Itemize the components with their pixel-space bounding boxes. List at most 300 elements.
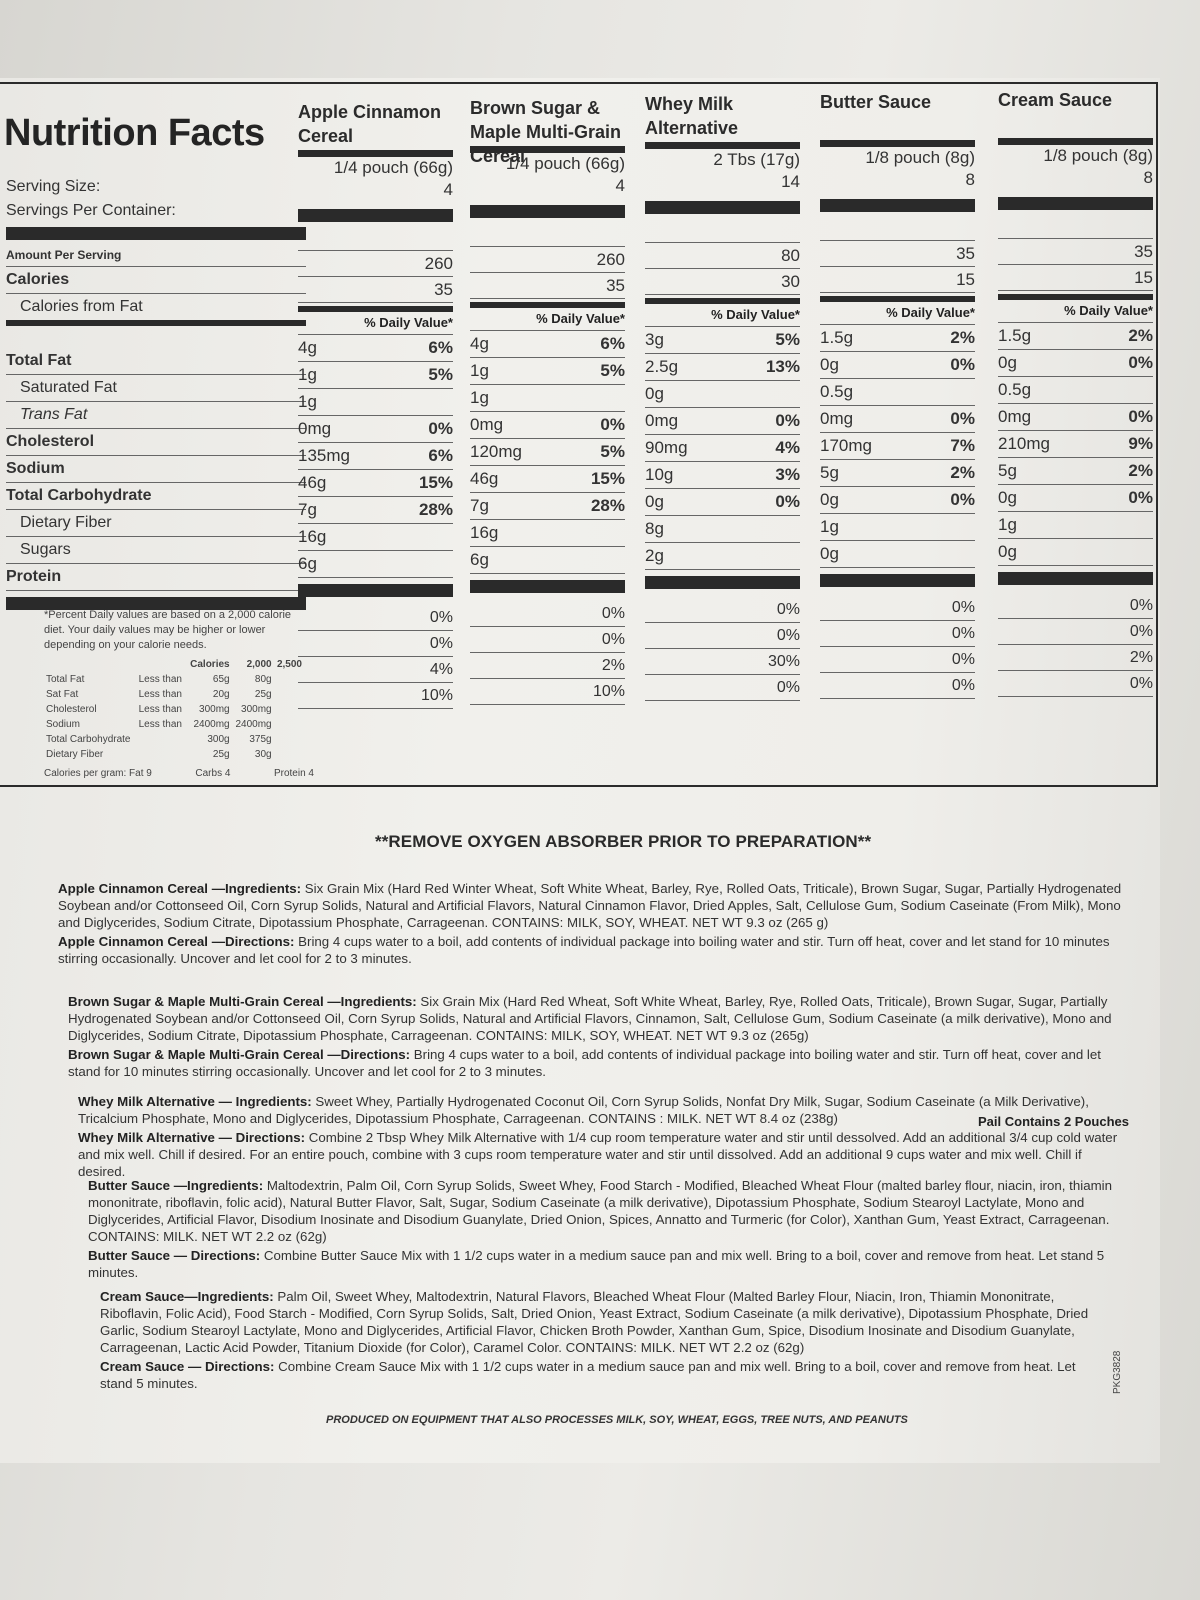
table-cell: Dietary Fiber: [46, 749, 104, 760]
nutrient-amount: 8g: [645, 519, 664, 538]
nutrient-label: Total Carbohydrate: [6, 483, 306, 510]
directions-text: [68, 1046, 1126, 1080]
servings-per-container-value: 4: [615, 176, 625, 195]
table-header-cell: [137, 657, 187, 672]
divider-line: [820, 230, 975, 241]
table-cell: Less than: [138, 674, 182, 685]
nutrient-daily-value: 0%: [600, 415, 625, 434]
nutrient-amount: 1g: [298, 392, 317, 411]
ingredients-list: Six Grain Mix (Hard Red Wheat, Soft White Wheat, Barley, Rye, Rolled Oats, Triticale), Brown Sugar, Sugar, Partially Hydrogenated Soybean and/or Cottonseed Oil, Corn Syrup Solids, Natural and Artificial Flavors, Cinnamon, Salt, Cellulose Gum, Sodium Caseinate (a milk derivative), Mono and Diglycerides, Sodium Citrate, Dipotassium Phosphate, Carrageenan. CONTAINS: MILK, SOY, WHEAT. NET WT 9.3 oz (265g): [68, 994, 1112, 1043]
nutrient-amount: 1g: [298, 365, 317, 384]
daily-value-header: % Daily Value*: [298, 306, 453, 335]
table-cell: 30g: [254, 749, 272, 760]
nutrient-amount: 0g: [998, 542, 1017, 561]
nutrient-row: [820, 406, 975, 433]
product-name: Butter Sauce: [88, 1178, 171, 1193]
table-cell: Less than: [138, 719, 182, 730]
nutrient-amount: 7g: [298, 500, 317, 519]
nutrient-daily-value: 0%: [1128, 488, 1153, 507]
nutrient-row: [470, 439, 625, 466]
table-header-cell: 2,500: [276, 659, 302, 670]
divider-bar: [298, 150, 453, 157]
nutrient-row: [998, 458, 1153, 485]
nutrient-label: Sugars: [6, 537, 306, 564]
table-row: [44, 672, 304, 687]
product-name: Whey Milk Alternative: [78, 1094, 215, 1109]
product-column: [470, 96, 625, 705]
directions-body: Combine Cream Sauce Mix with 1 1/2 cups water in a medium sauce pan and mix well. Bring to a boil, cover and remove from heat. Let stand 5 minutes.: [100, 1359, 1076, 1391]
ingredients-list: Sweet Whey, Partially Hydrogenated Coconut Oil, Corn Syrup Solids, Nonfat Dry Milk, Sugar, Sodium Caseinate (a Milk Derivative), Tricalcium Phosphate, Mono and Diglycerides, Dipotassium Phosphate, Carrageenan. CONTAINS : MILK. NET WT 8.4 oz (238g): [78, 1094, 1089, 1126]
nutrient-amount: 0g: [998, 353, 1017, 372]
nutrient-row: [820, 487, 975, 514]
nutrient-row: [470, 547, 625, 574]
table-cell: Sat Fat: [46, 689, 79, 700]
nutrient-daily-value: 6%: [428, 446, 453, 465]
product-name: Butter Sauce: [820, 92, 932, 112]
table-header-cell: [44, 657, 137, 672]
ingredients-text: [58, 880, 1130, 931]
nutrient-amount: 46g: [298, 473, 327, 492]
package-code: PKG3828: [1112, 1350, 1123, 1394]
nutrient-amount: 1.5g: [820, 328, 854, 347]
nutrient-label: Total Fat: [6, 348, 306, 375]
nutrient-daily-value: 7%: [950, 436, 975, 455]
nutrient-daily-value: 28%: [590, 496, 625, 515]
nutrient-amount: 120mg: [470, 442, 522, 461]
ingredients-label: — Ingredients:: [214, 1094, 312, 1109]
nutrient-amount: 0g: [645, 384, 664, 403]
calories-label: Calories: [6, 267, 306, 294]
table-header-cell: Calories: [190, 659, 230, 670]
nutrient-daily-value: 2%: [1128, 326, 1153, 345]
nutrient-amount: 0g: [645, 492, 664, 511]
nutrient-amount: 1g: [470, 361, 489, 380]
table-header-cell: 2,000: [246, 659, 272, 670]
vitamin-mineral-value: 0%: [998, 671, 1153, 697]
nutrient-row: [470, 385, 625, 412]
ingredient-block: [78, 1093, 1120, 1180]
per-gram-protein: Protein 4: [273, 768, 314, 779]
divider-line: [470, 236, 625, 247]
table-cell: 65g: [212, 674, 230, 685]
directions-label: —Directions:: [323, 1047, 411, 1062]
nutrient-row: [998, 404, 1153, 431]
nutrient-row: [998, 431, 1153, 458]
ingredients-label: —Ingredients:: [170, 1178, 264, 1193]
calories-from-fat-value: 15: [820, 267, 975, 293]
vitamin-mineral-value: 0%: [820, 673, 975, 699]
serving-size-label: Serving Size:: [6, 178, 101, 195]
nutrient-daily-value: 13%: [765, 357, 800, 376]
calories-from-fat-value: 35: [298, 277, 453, 303]
nutrient-daily-value: 6%: [600, 334, 625, 353]
divider-bar: [6, 227, 306, 240]
nutrient-daily-value: 5%: [600, 442, 625, 461]
nutrient-daily-value: 9%: [1128, 434, 1153, 453]
vitamin-mineral-value: 2%: [998, 645, 1153, 671]
table-cell: 300g: [207, 734, 230, 745]
ingredients-list: Palm Oil, Sweet Whey, Maltodextrin, Natural Flavors, Bleached Wheat Flour (Malted Barley Flour, Niacin, Iron, Thiamin Mononitrate, Riboflavin, Folic Acid), Food Starch - Modified, Corn Syrup Solids, Salt, Dried Onion, Yeast Extract, Sodium Caseinate (a milk derivative), Dipotassium Phosphate, Dried Garlic, Sodium Stearoyl Lactylate, Mono and Diglycerides, Artificial Flavor, Chicken Broth Powder, Xanthan Gum, Spice, Disodium Inosinate and Disodium Guanylate, Carrageenan, Lactic Acid Powder, Titanium Dioxide (for Color), Caramel Color. CONTAINS: MILK. NET WT 2.2 oz (62g): [100, 1289, 1089, 1355]
nutrient-daily-value: 0%: [950, 409, 975, 428]
nutrient-amount: 0mg: [470, 415, 504, 434]
pail-note: Pail Contains 2 Pouches: [978, 1114, 1129, 1129]
vitamin-mineral-value: 0%: [998, 593, 1153, 619]
table-cell: 80g: [254, 674, 272, 685]
divider-bar: [998, 138, 1153, 145]
nutrient-row: [645, 381, 800, 408]
ingredient-block: [58, 880, 1130, 967]
nutrient-daily-value: 0%: [1128, 407, 1153, 426]
product-name: Brown Sugar & Maple Multi-Grain Cereal: [470, 98, 622, 166]
nutrient-label: Sodium: [6, 456, 306, 483]
product-name: Brown Sugar & Maple Multi-Grain Cereal: [68, 1047, 324, 1062]
ingredient-block: [88, 1177, 1113, 1281]
product-name: Cream Sauce: [998, 90, 1113, 110]
product-name: Apple Cinnamon Cereal: [58, 881, 208, 896]
table-cell: 375g: [249, 734, 272, 745]
nutrient-amount: 1g: [998, 515, 1017, 534]
nutrient-amount: 0g: [998, 488, 1017, 507]
directions-text: [78, 1129, 1120, 1180]
calories-from-fat-value: 30: [645, 269, 800, 295]
calories-value: 260: [470, 247, 625, 273]
calories-value: 35: [998, 239, 1153, 265]
nutrient-daily-value: 15%: [590, 469, 625, 488]
nutrient-row: [645, 516, 800, 543]
nutrient-amount: 1g: [820, 517, 839, 536]
vitamin-mineral-value: 0%: [820, 647, 975, 673]
nutrient-row: [645, 489, 800, 516]
nutrient-row: [645, 462, 800, 489]
daily-value-table: [44, 657, 304, 762]
nutrient-daily-value: 28%: [418, 500, 453, 519]
product-name: Apple Cinnamon Cereal: [298, 102, 441, 146]
servings-per-container-label: Servings Per Container:: [6, 202, 176, 219]
divider-bar: [645, 576, 800, 589]
directions-label: — Directions:: [184, 1359, 275, 1374]
nutrient-amount: 0mg: [645, 411, 679, 430]
footnote-text: *Percent Daily values are based on a 2,000 calorie diet. Your daily values may be higher or lower depending on your calorie needs.: [44, 609, 292, 651]
table-row: [44, 702, 304, 717]
nutrient-amount: 0g: [820, 490, 839, 509]
nutrient-row: [470, 412, 625, 439]
nutrient-daily-value: 0%: [775, 492, 800, 511]
table-cell: Less than: [138, 689, 182, 700]
nutrient-row: [298, 389, 453, 416]
table-row: [44, 747, 304, 762]
table-cell: Cholesterol: [46, 704, 97, 715]
nutrient-amount: 1g: [470, 388, 489, 407]
directions-text: [88, 1247, 1113, 1281]
table-row: [44, 687, 304, 702]
nutrient-row: [645, 435, 800, 462]
nutrient-daily-value: 0%: [1128, 353, 1153, 372]
nutrient-row: [820, 460, 975, 487]
daily-value-table-header: [44, 657, 304, 672]
nutrient-daily-value: 0%: [950, 355, 975, 374]
divider-bar: [820, 574, 975, 587]
vitamin-mineral-value: 0%: [298, 605, 453, 631]
nutrient-daily-value: 15%: [418, 473, 453, 492]
nutrient-row: [645, 354, 800, 381]
nutrient-amount: 170mg: [820, 436, 872, 455]
product-name: Apple Cinnamon Cereal: [58, 934, 208, 949]
nutrient-label: Trans Fat: [6, 402, 306, 429]
serving-size-value: 1/4 pouch (66g): [505, 154, 625, 173]
ingredients-text: [100, 1288, 1100, 1356]
nutrient-row: [470, 331, 625, 358]
serving-size-value: 1/8 pouch (8g): [865, 148, 975, 167]
nutrient-row: [645, 408, 800, 435]
divider-bar: [470, 205, 625, 218]
vitamin-mineral-value: 0%: [645, 675, 800, 701]
divider-bar: [298, 209, 453, 222]
divider-bar: [298, 584, 453, 597]
vitamin-mineral-value: 0%: [645, 597, 800, 623]
nutrient-row: [998, 350, 1153, 377]
vitamin-mineral-value: 0%: [470, 627, 625, 653]
calories-from-fat-label: Calories from Fat: [6, 294, 306, 326]
nutrient-row: [820, 352, 975, 379]
nutrient-amount: 2.5g: [645, 357, 679, 376]
nutrient-daily-value: 2%: [950, 463, 975, 482]
nutrient-amount: 6g: [298, 554, 317, 573]
nutrient-amount: 210mg: [998, 434, 1050, 453]
vitamin-mineral-value: 0%: [998, 619, 1153, 645]
nutrient-amount: 5g: [820, 463, 839, 482]
nutrient-row: [998, 377, 1153, 404]
nutrient-amount: 7g: [470, 496, 489, 515]
nutrient-row: [298, 551, 453, 578]
vitamin-mineral-value: 2%: [470, 653, 625, 679]
table-cell: 2400mg: [235, 719, 272, 730]
ingredients-label: —Ingredients:: [208, 881, 302, 896]
directions-label: — Directions:: [214, 1130, 306, 1145]
table-cell: 25g: [254, 689, 272, 700]
directions-label: — Directions:: [170, 1248, 261, 1263]
nutrient-label-list: [6, 348, 306, 591]
product-name: Butter Sauce: [88, 1248, 171, 1263]
nutrient-daily-value: 2%: [1128, 461, 1153, 480]
nutrient-daily-value: 5%: [428, 365, 453, 384]
nutrient-daily-value: 0%: [950, 490, 975, 509]
ingredient-block: [68, 993, 1126, 1080]
nutrient-row: [470, 520, 625, 547]
serving-size-value: 2 Tbs (17g): [713, 150, 800, 169]
table-cell: 25g: [212, 749, 230, 760]
nutrient-amount: 0mg: [998, 407, 1032, 426]
table-cell: 300mg: [199, 704, 230, 715]
table-cell: Total Carbohydrate: [46, 734, 131, 745]
vitamin-mineral-value: 0%: [470, 601, 625, 627]
nutrient-daily-value: 3%: [775, 465, 800, 484]
ingredients-list: Maltodextrin, Palm Oil, Corn Syrup Solids, Sweet Whey, Food Starch - Modified, Bleached Wheat Flour (malted barley flour, niacin, iron, thiamin mononitrate, riboflavin, folic acid), Natural Butter Flavor, Salt, Sugar, Sodium Caseinate (a milk derivative), Dipotassium Phosphate, Sodium Stearoyl Lactylate, Mono and Diglycerides, Artificial Flavor, Disodium Inosinate and Disodium Guanylate, Dried Onion, Spices, Annatto and Turmeric (for Color), Xanthan Gum, Yeast Extract, Carrageenan. CONTAINS: MILK. NET WT 2.2 oz (62g): [88, 1178, 1113, 1244]
nutrient-amount: 6g: [470, 550, 489, 569]
nutrient-row: [298, 443, 453, 470]
nutrient-amount: 90mg: [645, 438, 688, 457]
divider-bar: [820, 199, 975, 212]
vitamin-mineral-value: 10%: [298, 683, 453, 709]
nutrient-label: Saturated Fat: [6, 375, 306, 402]
nutrient-amount: 0.5g: [998, 380, 1032, 399]
product-name: Cream Sauce: [100, 1289, 185, 1304]
divider-bar: [998, 572, 1153, 585]
calories-value: 80: [645, 243, 800, 269]
vitamin-mineral-value: 30%: [645, 649, 800, 675]
directions-body: Bring 4 cups water to a boil, add contents of individual package into boiling water and stir. Turn off heat, cover and let stand for 10 minutes stirring occasionally. Uncover and let cool for 2 to 3 minutes.: [58, 934, 1110, 966]
nutrient-amount: 16g: [470, 523, 499, 542]
product-column: [645, 92, 800, 701]
table-cell: Sodium: [46, 719, 80, 730]
nutrient-amount: 0g: [820, 355, 839, 374]
nutrient-daily-value: 5%: [775, 330, 800, 349]
nutrient-row: [820, 325, 975, 352]
table-row: [44, 732, 304, 747]
calories-from-fat-value: 35: [470, 273, 625, 299]
nutrient-row: [820, 433, 975, 460]
ingredient-block: [100, 1288, 1100, 1392]
nutrient-label: Cholesterol: [6, 429, 306, 456]
nutrient-row: [470, 466, 625, 493]
nutrient-row: [298, 335, 453, 362]
nutrient-row: [645, 543, 800, 570]
nutrient-row: [298, 497, 453, 524]
table-row: [44, 717, 304, 732]
per-gram-fat: Calories per gram: Fat 9: [44, 768, 152, 779]
product-column: [298, 100, 453, 709]
nutrient-row: [298, 362, 453, 389]
nutrient-amount: 0mg: [820, 409, 854, 428]
servings-per-container-value: 8: [965, 170, 975, 189]
nutrient-row: [820, 541, 975, 568]
nutrition-label-column: [6, 175, 306, 614]
product-name: Whey Milk Alternative: [645, 94, 739, 138]
calories-value: 35: [820, 241, 975, 267]
oxygen-absorber-warning: **REMOVE OXYGEN ABSORBER PRIOR TO PREPARATION**: [375, 832, 872, 851]
daily-value-footnote: [44, 608, 314, 781]
serving-size-value: 1/4 pouch (66g): [333, 158, 453, 177]
nutrient-row: [298, 416, 453, 443]
servings-per-container-value: 4: [443, 180, 453, 199]
allergen-equipment-note: PRODUCED ON EQUIPMENT THAT ALSO PROCESSES MILK, SOY, WHEAT, EGGS, TREE NUTS, AND PEANUTS: [326, 1414, 908, 1426]
nutrient-daily-value: 0%: [428, 419, 453, 438]
table-cell: Less than: [138, 704, 182, 715]
directions-text: [58, 933, 1130, 967]
nutrient-row: [998, 323, 1153, 350]
directions-label: —Directions:: [208, 934, 295, 949]
product-column: [820, 90, 975, 699]
divider-line: [645, 232, 800, 243]
servings-per-container-value: 14: [781, 172, 800, 191]
vitamin-mineral-value: 0%: [298, 631, 453, 657]
directions-text: [100, 1358, 1100, 1392]
ingredients-list: Six Grain Mix (Hard Red Winter Wheat, Soft White Wheat, Barley, Rye, Rolled Oats, Triticale), Brown Sugar, Sugar, Partially Hydrogenated Soybean and/or Cottonseed Oil, Corn Syrup Solids, Natural and Artificial Flavors, Natural Cinnamon Flavor, Dried Apples, Salt, Cellulose Gum, Sodium Caseinate (From Milk), Mono and Diglycerides, Sodium Citrate, Dipotassium Phosphate, Carrageenan. CONTAINS: MILK, SOY, WHEAT. NET WT 9.3 oz (265 g): [58, 881, 1122, 930]
nutrient-amount: 46g: [470, 469, 499, 488]
nutrient-amount: 10g: [645, 465, 674, 484]
nutrient-row: [470, 358, 625, 385]
divider-bar: [470, 580, 625, 593]
nutrient-label: Protein: [6, 564, 306, 591]
directions-body: Combine Butter Sauce Mix with 1 1/2 cups water in a medium sauce pan and mix well. Bring to a boil, cover and remove from heat. Let stand 5 minutes.: [88, 1248, 1105, 1280]
table-cell: 300mg: [241, 704, 272, 715]
vitamin-mineral-value: 10%: [470, 679, 625, 705]
nutrient-amount: 0g: [820, 544, 839, 563]
nutrient-amount: 0mg: [298, 419, 332, 438]
divider-bar: [998, 197, 1153, 210]
table-cell: [137, 732, 187, 747]
directions-body: Combine 2 Tbsp Whey Milk Alternative with 1/4 cup room temperature water and stir until dessolved. Add an additional 3/4 cup cold water and mix well. Chill if desired. For an entire pouch, combine with 3 cups room temperature water and stir until dissolved. Add an additional 9 cups water and mix well. Chill if desired.: [78, 1130, 1118, 1179]
product-name: Brown Sugar & Maple Multi-Grain Cereal: [68, 994, 324, 1009]
calories-value: 260: [298, 251, 453, 277]
ingredients-text: [78, 1093, 1120, 1127]
nutrient-amount: 3g: [645, 330, 664, 349]
nutrient-amount: 4g: [470, 334, 489, 353]
vitamin-mineral-value: 4%: [298, 657, 453, 683]
ingredients-label: —Ingredients:: [184, 1289, 274, 1304]
serving-size-value: 1/8 pouch (8g): [1043, 146, 1153, 165]
divider-bar: [820, 140, 975, 147]
table-cell: [137, 747, 187, 762]
table-cell: Total Fat: [46, 674, 85, 685]
nutrient-row: [645, 327, 800, 354]
product-column: [998, 88, 1153, 697]
table-cell: 2400mg: [193, 719, 230, 730]
daily-value-header: % Daily Value*: [645, 298, 800, 327]
nutrient-daily-value: 5%: [600, 361, 625, 380]
nutrient-row: [820, 514, 975, 541]
ingredients-label: —Ingredients:: [323, 994, 417, 1009]
servings-per-container-value: 8: [1143, 168, 1153, 187]
nutrient-daily-value: 2%: [950, 328, 975, 347]
nutrient-amount: 0.5g: [820, 382, 854, 401]
nutrient-amount: 5g: [998, 461, 1017, 480]
nutrient-daily-value: 0%: [775, 411, 800, 430]
nutrient-row: [820, 379, 975, 406]
nutrient-label: Dietary Fiber: [6, 510, 306, 537]
nutrient-row: [998, 539, 1153, 566]
nutrient-row: [998, 485, 1153, 512]
product-name: Cream Sauce: [100, 1359, 185, 1374]
daily-value-header: % Daily Value*: [998, 294, 1153, 323]
calories-from-fat-value: 15: [998, 265, 1153, 291]
nutrient-amount: 16g: [298, 527, 327, 546]
nutrient-amount: 1.5g: [998, 326, 1032, 345]
per-gram-carbs: Carbs 4: [195, 768, 231, 779]
nutrient-row: [298, 524, 453, 551]
nutrient-amount: 135mg: [298, 446, 350, 465]
divider-line: [298, 240, 453, 251]
daily-value-header: % Daily Value*: [820, 296, 975, 325]
vitamin-mineral-value: 0%: [645, 623, 800, 649]
nutrient-daily-value: 4%: [775, 438, 800, 457]
daily-value-header: % Daily Value*: [470, 302, 625, 331]
nutrient-amount: 4g: [298, 338, 317, 357]
nutrient-row: [298, 470, 453, 497]
divider-bar: [645, 142, 800, 149]
table-cell: 20g: [212, 689, 230, 700]
ingredients-text: [68, 993, 1126, 1044]
divider-line: [998, 228, 1153, 239]
nutrient-amount: 2g: [645, 546, 664, 565]
nutrient-row: [470, 493, 625, 520]
product-name: Whey Milk Alternative: [78, 1130, 215, 1145]
vitamin-mineral-value: 0%: [820, 595, 975, 621]
nutrient-daily-value: 6%: [428, 338, 453, 357]
calories-per-gram: [44, 766, 314, 781]
amount-per-serving-label: Amount Per Serving: [6, 244, 306, 267]
nutrient-row: [998, 512, 1153, 539]
nutrition-facts-title: Nutrition Facts: [4, 112, 265, 154]
